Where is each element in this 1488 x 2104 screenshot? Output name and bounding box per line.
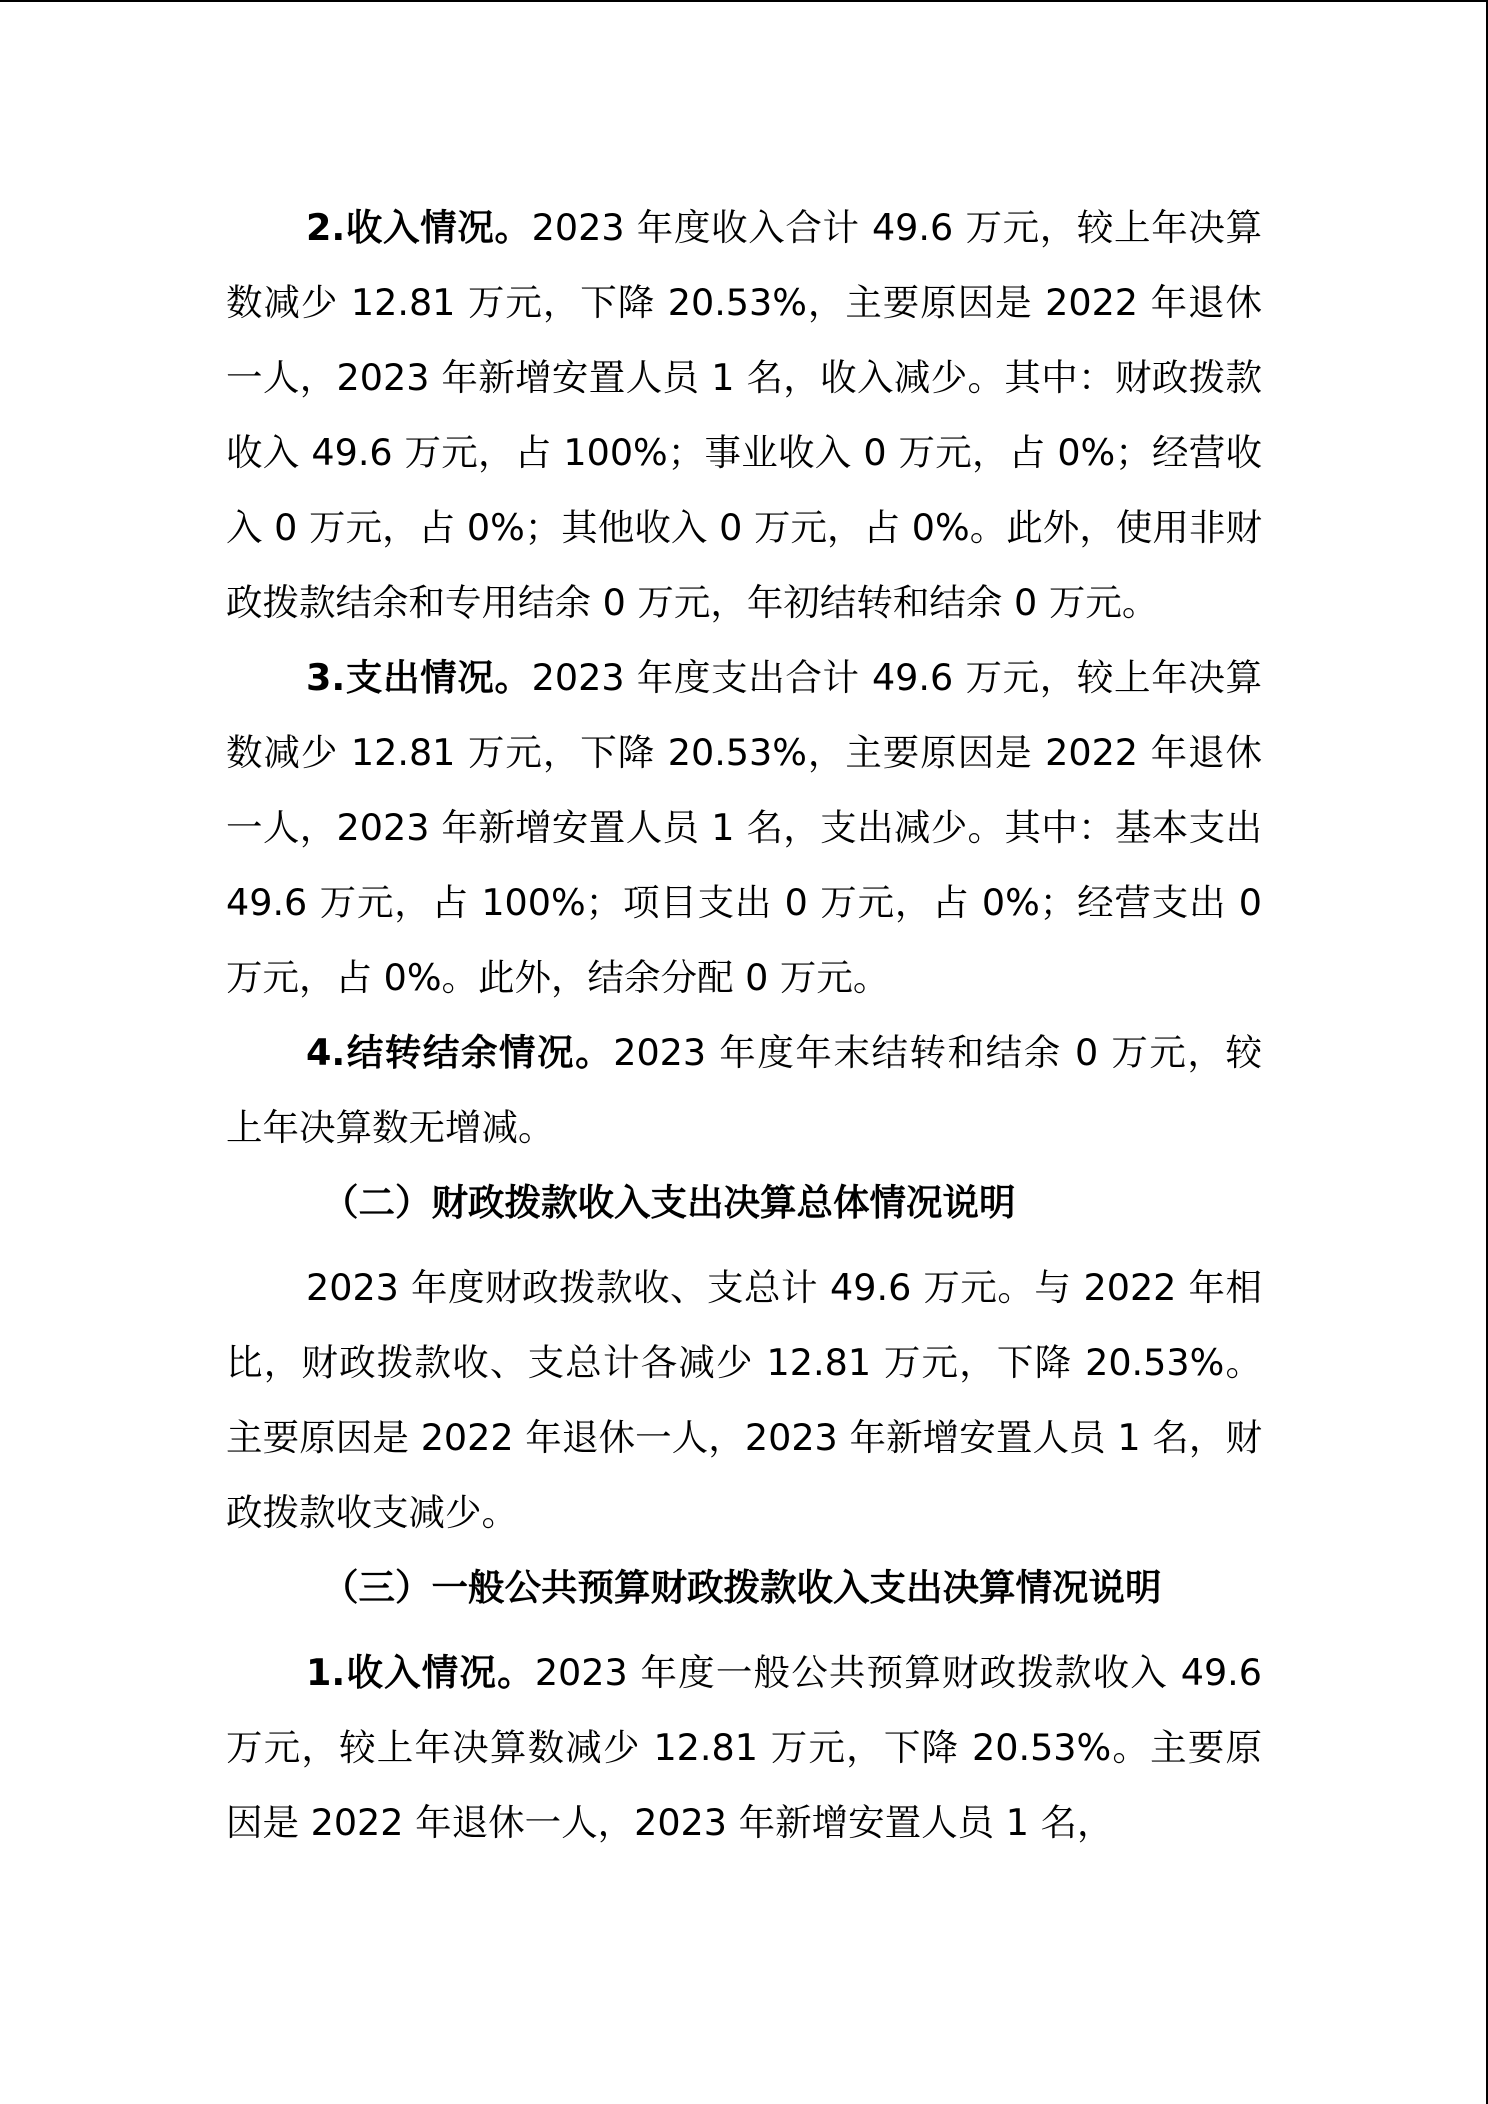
paragraph-text: 2023 年度收入合计 49.6 万元，较上年决算数减少 12.81 万元，下降 20.53%，主要原因是 2022 年退休一人，2023 年新增安置人员 1 名，收入减少。其中：财政拨款收入 49.6 万元，占 100%；事业收入 0 万元，占 0%；经营收入 0 万元，占 0%；其他收入 0 万元，占 0%。此外，使用非财政拨款结余和专用结余 0 万元，年初结转和结余 0 万元。 (226, 206, 1262, 624)
paragraph-income (226, 190, 1262, 640)
paragraph-section2: 2023 年度财政拨款收、支总计 49.6 万元。与 2022 年相比，财政拨款收、支总计各减少 12.81 万元，下降 20.53%。主要原因是 2022 年退休一人，2023 年新增安置人员 1 名，财政拨款收支减少。 (226, 1266, 1262, 1534)
paragraph-heading: 1.收入情况。 (306, 1651, 535, 1694)
section-heading-3: （三）一般公共预算财政拨款收入支出决算情况说明 (322, 1566, 1162, 1609)
paragraph-heading: 2.收入情况。 (306, 206, 532, 249)
paragraph-carryover (226, 1015, 1262, 1165)
paragraph-text: 2023 年度年末结转和结余 0 万元，较上年决算数无增减。 (226, 1031, 1262, 1149)
paragraph-text: 2023 年度支出合计 49.6 万元，较上年决算数减少 12.81 万元，下降 20.53%，主要原因是 2022 年退休一人，2023 年新增安置人员 1 名，支出减少。其中：基本支出 49.6 万元，占 100%；项目支出 0 万元，占 0%；经营支出 0 万元，占 0%。此外，结余分配 0 万元。 (226, 656, 1262, 999)
paragraph-heading: 3.支出情况。 (306, 656, 532, 699)
document-body (226, 190, 1262, 1860)
paragraph-section3-income (226, 1635, 1262, 1860)
paragraph-expense (226, 640, 1262, 1015)
paragraph-heading: 4.结转结余情况。 (306, 1031, 614, 1074)
paragraph-text: 2023 年度一般公共预算财政拨款收入 49.6 万元，较上年决算数减少 12.81 万元，下降 20.53%。主要原因是 2022 年退休一人，2023 年新增安置人员 1 名， (226, 1651, 1262, 1844)
section-heading-2: （二）财政拨款收入支出决算总体情况说明 (322, 1181, 1016, 1224)
